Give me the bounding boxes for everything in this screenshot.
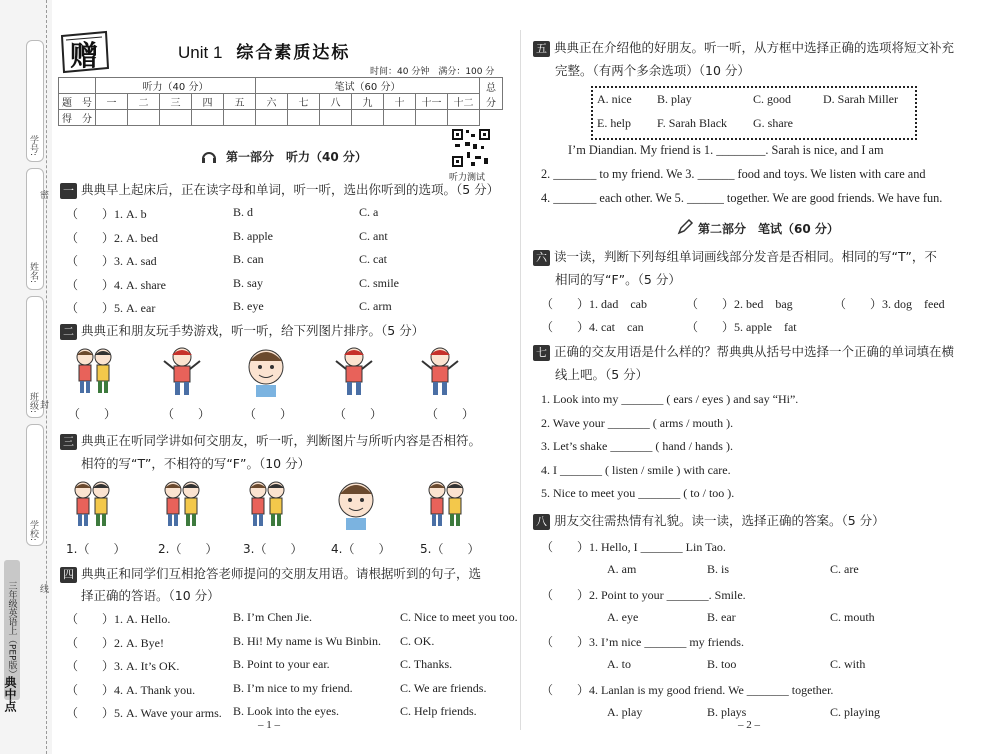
q8-option: A. play [607,704,643,719]
q5-option: F. Sarah Black [657,116,728,130]
q2-answer-blank[interactable]: （ ） [426,407,475,421]
q8-option: C. are [830,562,859,576]
q8-question[interactable]: （ ）1. Hello, I _______ Lin Tao. [541,540,726,554]
q3-heading: 三 典典正在听同学讲如何交朋友，听一听，判断图片与所听内容是否相符。 [60,431,481,450]
q1-option: C. cat [359,252,387,266]
q4-option: B. Look into the eyes. [233,704,339,718]
q4-option[interactable]: （ ）1. A. Hello. [66,612,171,626]
q5-heading-line2: 完整。（有两个多余选项）（10 分） [555,63,750,78]
q1-option[interactable]: （ ）1. A. b [66,207,147,221]
q3-picture [334,478,378,530]
q7-item[interactable]: 3. Let’s shake _______ ( hand / hands ). [541,439,733,453]
q7-item[interactable]: 1. Look into my _______ ( ears / eyes ) and say “Hi”. [541,392,799,406]
score-col-number: 四 [192,94,224,110]
name-label: 姓名: [28,262,38,284]
q5-passage-line[interactable]: 4. _______ each other. We 5. ______ together. We are good friends. We have fun. [541,191,943,205]
score-col-number: 十二 [448,94,480,110]
headphone-icon [200,148,218,166]
score-cell[interactable] [384,110,416,126]
q4-option: C. Thanks. [400,657,453,671]
q4-option: C. We are friends. [400,680,487,695]
page-number-2: – 2 – [738,719,760,731]
unit-label: Unit 1 [178,43,223,62]
score-cell[interactable] [160,110,192,126]
q3-answer-blank[interactable]: 2.（ ） [158,542,218,556]
q2-picture [332,345,376,397]
q5-option: E. help [597,116,631,130]
row-label-score: 得 分 [59,110,96,126]
q2-answer-blank[interactable]: （ ） [68,407,117,421]
score-cell[interactable] [128,110,160,126]
q4-option: C. Help friends. [400,704,477,718]
q1-option: B. d [233,205,254,219]
q2-answer-blank[interactable]: （ ） [162,407,211,421]
q8-option: B. too [707,657,737,671]
q8-option: C. mouth [830,609,875,624]
q5-passage-line[interactable]: 2. _______ to my friend. We 3. ______ food and toys. We listen with care and [541,167,926,181]
q1-option[interactable]: （ ）5. A. ear [66,301,156,315]
q8-heading: 八 朋友交往需热情有礼貌。读一读，选择正确的答案。（5 分） [533,511,885,530]
q5-passage-line[interactable]: I’m Diandian. My friend is 1. ________. Sarah is nice, and I am [568,143,884,157]
q1-option: C. a [359,205,379,219]
q6-word-pair[interactable]: （ ）5. apple fat [686,320,797,334]
binding-strip [0,0,52,754]
q1-option[interactable]: （ ）2. A. bed [66,230,158,245]
writing-header: 笔试（60 分） [256,78,480,94]
qr-code[interactable] [451,128,491,168]
q1-option: B. apple [233,228,273,243]
q4-option: B. I’m Chen Jie. [233,610,312,624]
q3-picture [160,478,204,530]
part1-label: 第一部分 听力（40 分） [226,150,367,164]
q4-option: B. I’m nice to my friend. [233,680,353,695]
q4-option[interactable]: （ ）4. A. Thank you. [66,682,196,697]
q8-question[interactable]: （ ）2. Point to your _______. Smile. [541,587,746,602]
q2-answer-blank[interactable]: （ ） [334,407,383,421]
q8-option: A. am [607,562,637,576]
q4-option[interactable]: （ ）3. A. It’s OK. [66,659,180,673]
q3-picture [424,478,468,530]
cut-line [46,0,47,754]
score-col-number: 八 [320,94,352,110]
q3-picture [70,478,114,530]
q8-option: B. plays [707,704,747,719]
q7-heading-line2: 线上吧。（5 分） [555,367,649,382]
page-title [178,38,350,63]
q1-option: C. ant [359,228,388,243]
grade-tag: 三年级英语上（PEP版） [4,560,20,700]
q3-answer-blank[interactable]: 3.（ ） [243,542,303,556]
q4-option[interactable]: （ ）5. A. Wave your arms. [66,706,222,720]
q5-option: B. play [657,92,692,106]
q5-option: G. share [753,116,793,130]
score-col-number: 五 [224,94,256,110]
qr-code-icon [451,128,491,168]
q1-option: B. say [233,275,263,290]
q1-option[interactable]: （ ）4. A. share [66,277,166,292]
q8-question[interactable]: （ ）3. I’m nice _______ my friends. [541,635,744,649]
school-label: 学校: [28,520,38,542]
q3-answer-blank[interactable]: 5.（ ） [420,542,480,556]
q5-option: D. Sarah Miller [823,92,898,106]
time-info: 时间：40 分钟 满分：100 分 [370,67,495,77]
score-cell[interactable] [256,110,288,126]
brand-logo: 典中点 [3,676,17,712]
gift-badge-text: 赠 [70,39,99,72]
score-cell[interactable] [288,110,320,126]
q3-heading-line2: 相符的写“T”，不相符的写“F”。（10 分） [81,456,311,471]
listening-header: 听力（40 分） [96,78,256,94]
title-text: 综合素质达标 [236,43,351,63]
q7-item[interactable]: 4. I _______ ( listen / smile ) with care. [541,462,731,477]
score-cell[interactable] [192,110,224,126]
q4-option: C. Nice to meet you too. [400,610,518,624]
q4-heading-line2: 择正确的答语。（10 分） [81,588,220,603]
q2-answer-blank[interactable]: （ ） [244,407,293,421]
q4-option: B. Hi! My name is Wu Binbin. [233,633,381,648]
q6-heading: 六 读一读，判断下列每组单词画线部分发音是否相同。相同的写“T”，不 [533,247,937,266]
q8-question[interactable]: （ ）4. Lanlan is my good friend. We _______ together. [541,682,834,697]
q6-word-pair[interactable]: （ ）4. cat can [541,320,644,334]
q2-picture [72,345,116,397]
page-number-1: – 1 – [258,719,280,731]
q6-heading-line2: 相同的写“F”。（5 分） [555,272,681,287]
q8-option: C. with [830,657,866,671]
score-cell[interactable] [448,110,480,126]
q1-option: B. eye [233,299,264,313]
q4-option: B. Point to your ear. [233,657,330,671]
q4-option: C. OK. [400,633,435,648]
cut-mark-2: 封 [40,401,50,411]
qr-caption: 听力测试 [449,173,486,183]
q7-item[interactable]: 5. Nice to meet you _______ ( to / too ). [541,486,735,500]
cut-mark-1: 密 [40,191,50,201]
row-label-number: 题 号 [59,94,96,110]
q5-option: A. nice [597,92,632,106]
q1-option: C. smile [359,275,400,290]
q4-option[interactable]: （ ）2. A. Bye! [66,635,164,650]
q3-picture [245,478,289,530]
q6-word-pair[interactable]: （ ）3. dog feed [834,297,945,311]
q1-heading: 一 典典早上起床后，正在读字母和单词，听一听，选出你听到的选项。（5 分） [60,180,499,199]
score-col-number: 一 [96,94,128,110]
q4-heading: 四 典典正和同学们互相抢答老师提问的交朋友用语。请根据听到的句子，选 [60,564,481,583]
q2-picture [418,345,462,397]
q6-word-pair[interactable]: （ ）2. bed bag [686,297,793,311]
q1-option[interactable]: （ ）3. A. sad [66,254,157,268]
q8-option: C. playing [830,704,880,719]
q6-word-pair[interactable]: （ ）1. dad cab [541,297,647,311]
gift-badge [56,28,112,76]
score-cell[interactable] [352,110,384,126]
class-label: 班级: [28,392,38,414]
score-col-number: 九 [352,94,384,110]
score-col-number: 十一 [416,94,448,110]
q8-option: A. eye [607,609,639,624]
total-header: 总 分 [480,78,503,110]
q5-heading: 五 典典正在介绍他的好朋友。听一听，从方框中选择正确的选项将短文补充 [533,38,954,57]
q8-option: B. ear [707,609,736,624]
q5-option: C. good [753,92,792,106]
score-cell[interactable] [320,110,352,126]
q2-picture [160,345,204,397]
score-col-number: 七 [288,94,320,110]
q8-option: B. is [707,562,730,576]
pencil-icon [676,218,694,236]
part2-label: 第二部分 笔试（60 分） [698,222,839,236]
score-cell[interactable] [96,110,128,126]
student-id-label: 学号: [28,135,38,157]
q3-answer-blank[interactable]: 1.（ ） [66,542,126,556]
q2-heading: 二 典典正和朋友玩手势游戏，听一听，给下列图片排序。（5 分） [60,321,424,340]
q7-heading: 七 正确的交友用语是什么样的？帮典典从括号中选择一个正确的单词填在横 [533,342,954,361]
page-divider [520,30,521,730]
q3-answer-blank[interactable]: 4.（ ） [331,542,391,556]
score-col-number: 三 [160,94,192,110]
q2-picture [244,345,288,397]
q7-item[interactable]: 2. Wave your _______ ( arms / mouth ). [541,415,734,430]
score-cell[interactable] [224,110,256,126]
q8-option: A. to [607,657,631,671]
score-table [58,77,503,126]
q1-option: B. can [233,252,264,266]
cut-mark-3: 线 [40,585,50,595]
score-cell[interactable] [416,110,448,126]
score-col-number: 二 [128,94,160,110]
score-col-number: 十 [384,94,416,110]
score-col-number: 六 [256,94,288,110]
q1-option: C. arm [359,299,392,313]
